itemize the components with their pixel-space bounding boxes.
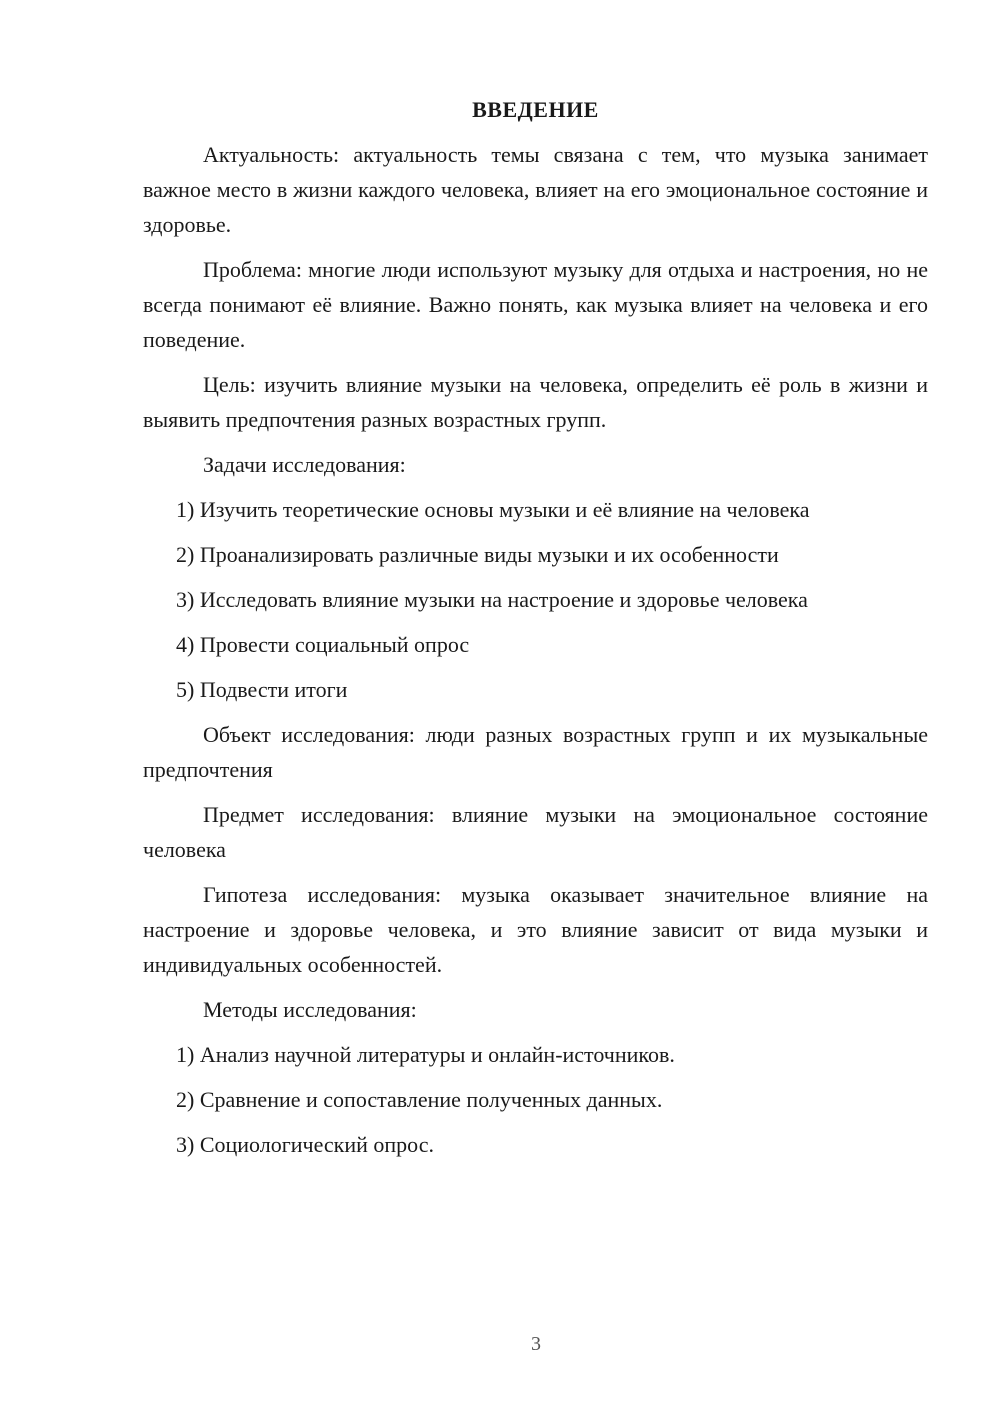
document-page bbox=[143, 92, 928, 1172]
object-paragraph: Объект исследования: люди разных возрастных групп и их музыкальные предпочтения bbox=[143, 722, 928, 782]
goal-paragraph: Цель: изучить влияние музыки на человека, определить её роль в жизни и выявить предпочтения разных возрастных групп. bbox=[143, 372, 928, 432]
list-item: 1) Анализ научной литературы и онлайн-источников. bbox=[176, 1042, 675, 1067]
hypothesis-paragraph: Гипотеза исследования: музыка оказывает значительное влияние на настроение и здоровье человека, и это влияние зависит от вида музыки и индивидуальных особенностей. bbox=[143, 882, 928, 977]
subject-paragraph: Предмет исследования: влияние музыки на эмоциональное состояние человека bbox=[143, 802, 928, 862]
list-item: 2) Проанализировать различные виды музыки и их особенности bbox=[176, 542, 779, 567]
page-number: 3 bbox=[531, 1333, 541, 1355]
relevance-paragraph: Актуальность: актуальность темы связана с тем, что музыка занимает важное место в жизни каждого человека, влияет на его эмоциональное состояние и здоровье. bbox=[143, 142, 928, 237]
tasks-title: Задачи исследования: bbox=[203, 452, 406, 477]
list-item: 5) Подвести итоги bbox=[176, 677, 348, 702]
list-item: 2) Сравнение и сопоставление полученных данных. bbox=[176, 1087, 663, 1112]
list-item: 1) Изучить теоретические основы музыки и её влияние на человека bbox=[176, 497, 810, 522]
methods-list bbox=[143, 1037, 928, 1162]
problem-paragraph: Проблема: многие люди используют музыку для отдыха и настроения, но не всегда понимают её влияние. Важно понять, как музыка влияет на человека и его поведение. bbox=[143, 257, 928, 352]
list-item: 4) Провести социальный опрос bbox=[176, 632, 470, 657]
methods-title: Методы исследования: bbox=[203, 997, 417, 1022]
page-title: ВВЕДЕНИЕ bbox=[472, 97, 599, 122]
tasks-list bbox=[143, 492, 928, 707]
list-item: 3) Исследовать влияние музыки на настроение и здоровье человека bbox=[176, 587, 808, 612]
list-item: 3) Социологический опрос. bbox=[176, 1132, 434, 1157]
